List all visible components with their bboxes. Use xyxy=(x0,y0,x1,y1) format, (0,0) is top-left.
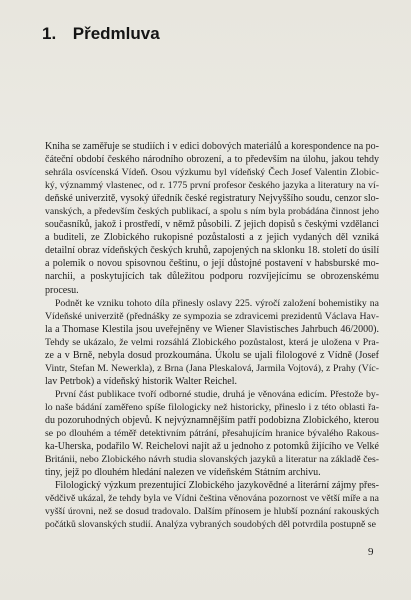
text-line: detailní obraz vídeňských českých kruhů, zapojených na sklonku 18. století do úsilí xyxy=(45,245,380,257)
text-line: a buditeli, ze Zlobického rukopisné pozůstalosti a z jejich vydaných děl vzniká xyxy=(45,232,379,244)
paragraph xyxy=(45,297,379,388)
text-line: vědčivě ukázal, že tehdy byla ve Vídni čeština věnována pozornost ve větší míře a na xyxy=(45,493,379,505)
text-line: lav Petrbok) a vídeňský historik Walter Reichel. xyxy=(45,375,238,387)
text-line: vanských, a především českých publikací, a spolu s ním byla probádána činnost jeho xyxy=(45,206,379,218)
text-line: Vintr, Stefan M. Newerkla), z Brna (Jana Pleskalová, Jarmila Vojtová), z Prahy (Víc- xyxy=(45,362,379,374)
text-line: vyšší úrovni, než se dosud tradovalo. Dalším přínosem je hlubší poznání rakouských xyxy=(45,506,379,518)
paragraph xyxy=(45,140,379,297)
text-line: lo naše bádání zaměřeno spíše filologicky než historicky, přineslo i z této oblasti řa- xyxy=(45,401,379,413)
text-line: deňské univerzitě, vysoký úředník české registratury Nejvyššího soudu, cenzor slo- xyxy=(45,193,379,205)
text-line: čáteční období českého národního obrození, a to především na úlohu, jakou tehdy xyxy=(45,154,379,166)
page-number: 9 xyxy=(368,546,374,558)
paragraph xyxy=(45,388,379,479)
text-line: tiny, jejž po dlouhém hledání nalezen ve vídeňském Státním archivu. xyxy=(45,467,321,479)
text-line: Vídeňské univerzitě (přednášky ze sympozia se zdravicemi prezidentů Václava Hav- xyxy=(45,310,379,322)
text-line: procesu. xyxy=(45,284,79,296)
paragraph xyxy=(45,479,379,531)
text-line: počátků slovanských studií. Analýza vybraných soudobých děl potvrdila postupně se xyxy=(45,519,376,531)
chapter-heading xyxy=(42,24,160,44)
text-line: Tehdy se ukázalo, že velmi rozsáhlá Zlobického pozůstalost, která je uložena v Pra- xyxy=(45,336,379,348)
text-line: Británii, nebo Zlobického návrh studia slovanských jazyků a literatur na základě čes- xyxy=(45,454,379,466)
text-line: ký, význammý vlastenec, od r. 1775 první profesor českého jazyka a literatury na ví- xyxy=(45,180,379,192)
text-line: ka-Uherska, podařilo W. Reichelovi najít až u jednoho z potomků žijícího ve Velké xyxy=(45,441,379,453)
text-line: se po dlouhém a téměř detektivním pátrání, přesahujícím hranice bývalého Rakous- xyxy=(45,428,379,440)
text-line: la a Thomase Klestila jsou uveřejněny ve Wiener Slavistisches Jahrbuch 46/2000). xyxy=(45,323,379,335)
text-line: současníků, jakož i prostředí, v němž působili. Z jejich dopisů s českými vzdělanci xyxy=(45,219,379,231)
text-line: První část publikace tvoří odborné studie, druhá je věnována edicím. Přestože by- xyxy=(55,388,379,400)
text-line: narchii, a poskytujících tak důležitou podporu rozvíjejícímu se obrozenskému xyxy=(45,271,379,283)
text-line: a polemik o novou spisovnou češtinu, o její důstojné postavení v habsburské mo- xyxy=(45,258,379,270)
text-line: Filologický výzkum prezentující Zlobického jazykovědné a literární zájmy přes- xyxy=(55,480,379,492)
chapter-number: 1. xyxy=(42,24,57,43)
text-line: sehrála osvícenská Vídeň. Osou výzkumu byl vídeňský Čech Josef Valentin Zlobic- xyxy=(45,167,379,179)
body-text xyxy=(45,140,379,531)
text-line: Kniha se zaměřuje se studiích i v edici dobových materiálů a korespondence na po- xyxy=(45,141,379,152)
chapter-title: Předmluva xyxy=(72,24,160,43)
text-line: Podnět ke vzniku tohoto díla přinesly oslavy 225. výročí založení bohemistiky na xyxy=(55,297,379,309)
text-line: du pozoruhodných objevů. K nejvýznamnějším patří podobizna Zlobického, kterou xyxy=(45,414,379,426)
text-line: ze a v Brně, nebyla dosud prozkoumána. Úkolu se ujali filologové z Vídně (Josef xyxy=(45,349,379,361)
